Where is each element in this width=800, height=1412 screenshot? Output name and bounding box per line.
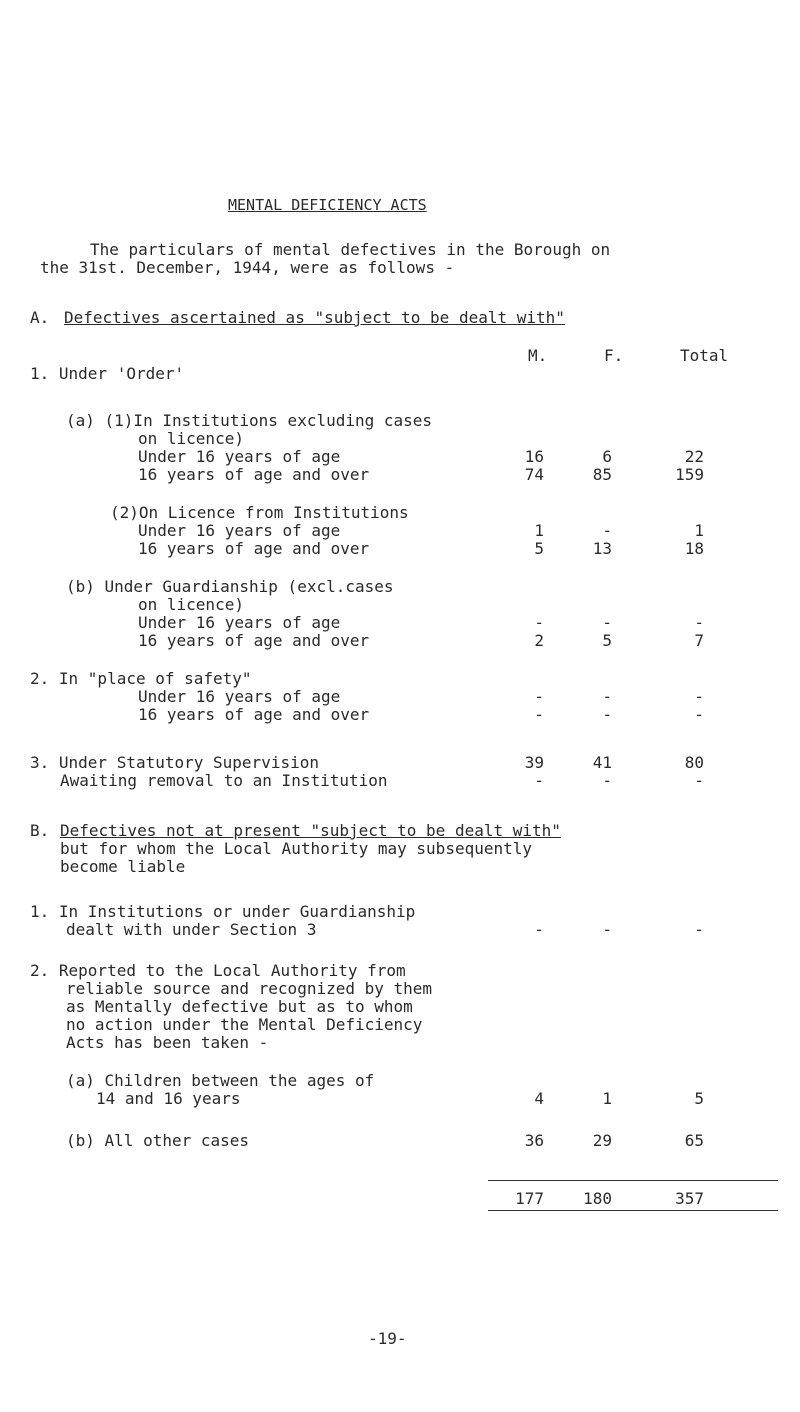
value-f: - — [602, 705, 612, 724]
b-a-label-line-1: (a) Children between the ages of — [66, 1071, 375, 1090]
value-total: - — [694, 687, 704, 706]
value-total: - — [694, 613, 704, 632]
value-total: 5 — [694, 1089, 704, 1108]
value-total: 7 — [694, 631, 704, 650]
value-m: 36 — [524, 1131, 544, 1150]
row-label: 16 years of age and over — [138, 631, 370, 650]
row-label: 16 years of age and over — [138, 465, 370, 484]
b-item-2-line-1: 2. Reported to the Local Authority from — [30, 961, 406, 980]
page-number: -19- — [368, 1329, 407, 1348]
row-label: Under 16 years of age — [138, 521, 341, 540]
value-m: 39 — [524, 753, 544, 772]
value-f: - — [602, 771, 612, 790]
total-f: 180 — [583, 1189, 612, 1208]
value-f: - — [602, 521, 612, 540]
value-f: 6 — [602, 447, 612, 466]
value-f: - — [602, 613, 612, 632]
total-m: 177 — [515, 1189, 544, 1208]
value-f: 1 — [602, 1089, 612, 1108]
row-label: Under 16 years of age — [138, 613, 341, 632]
row-label: Under 16 years of age — [138, 687, 341, 706]
value-f: - — [602, 687, 612, 706]
total-total: 357 — [675, 1189, 704, 1208]
value-m: 74 — [524, 465, 544, 484]
value-f: - — [602, 920, 612, 939]
b-item-2-line-4: no action under the Mental Deficiency — [66, 1015, 423, 1034]
value-total: 1 — [694, 521, 704, 540]
value-total: 159 — [675, 465, 704, 484]
value-f: 5 — [602, 631, 612, 650]
totals-rule-bottom — [488, 1210, 778, 1211]
b-item-1-line-1: 1. In Institutions or under Guardianship — [30, 902, 416, 921]
value-total: - — [694, 920, 704, 939]
value-m: 1 — [534, 521, 544, 540]
section-b-heading-line-2: but for whom the Local Authority may subsequently — [60, 839, 533, 858]
value-f: 29 — [592, 1131, 612, 1150]
value-m: 4 — [534, 1089, 544, 1108]
value-f: 85 — [592, 465, 612, 484]
a2-heading: (2)On Licence from Institutions — [110, 503, 409, 522]
section-b-heading-line-3: become liable — [60, 857, 186, 876]
b-item-2-line-2: reliable source and recognized by them — [66, 979, 433, 998]
col-header-total: Total — [680, 346, 729, 365]
value-total: - — [694, 771, 704, 790]
b-b-label: (b) All other cases — [66, 1131, 250, 1150]
col-header-m: M. — [528, 346, 548, 365]
value-m: - — [534, 771, 544, 790]
b-item-2-line-5: Acts has been taken - — [66, 1033, 269, 1052]
item-2-place-of-safety: 2. In "place of safety" — [30, 669, 252, 688]
intro-line-1: The particulars of mental defectives in the Borough on — [90, 240, 611, 259]
section-b-heading: Defectives not at present "subject to be dealt with" — [60, 821, 561, 840]
value-total: 65 — [684, 1131, 704, 1150]
row-label: 3. Under Statutory Supervision — [30, 753, 319, 772]
item-1-under-order: 1. Under 'Order' — [30, 364, 185, 383]
b-item-2-line-3: as Mentally defective but as to whom — [66, 997, 413, 1016]
b-a-label-line-2: 14 and 16 years — [96, 1089, 241, 1108]
page-title: MENTAL DEFICIENCY ACTS — [228, 196, 427, 214]
section-a-heading: Defectives ascertained as "subject to be dealt with" — [64, 308, 565, 327]
value-m: - — [534, 920, 544, 939]
row-label: Awaiting removal to an Institution — [60, 771, 388, 790]
value-m: 2 — [534, 631, 544, 650]
value-total: 18 — [684, 539, 704, 558]
row-label: 16 years of age and over — [138, 705, 370, 724]
b-item-1-line-2: dealt with under Section 3 — [66, 920, 317, 939]
section-b-letter: B. — [30, 821, 50, 840]
intro-line-2: the 31st. December, 1944, were as follows - — [40, 258, 455, 277]
totals-rule-top — [488, 1180, 778, 1181]
value-m: - — [534, 613, 544, 632]
value-m: - — [534, 705, 544, 724]
value-total: 80 — [684, 753, 704, 772]
b-heading-line-2: on licence) — [138, 595, 244, 614]
a1-heading-line-1: (a) (1)In Institutions excluding cases — [66, 411, 433, 430]
row-label: Under 16 years of age — [138, 447, 341, 466]
value-total: - — [694, 705, 704, 724]
b-heading-line-1: (b) Under Guardianship (excl.cases — [66, 577, 394, 596]
value-f: 13 — [592, 539, 612, 558]
value-total: 22 — [684, 447, 704, 466]
value-m: 16 — [524, 447, 544, 466]
value-m: - — [534, 687, 544, 706]
value-f: 41 — [592, 753, 612, 772]
col-header-f: F. — [604, 346, 624, 365]
value-m: 5 — [534, 539, 544, 558]
a1-heading-line-2: on licence) — [138, 429, 244, 448]
row-label: 16 years of age and over — [138, 539, 370, 558]
section-a-letter: A. — [30, 308, 50, 327]
